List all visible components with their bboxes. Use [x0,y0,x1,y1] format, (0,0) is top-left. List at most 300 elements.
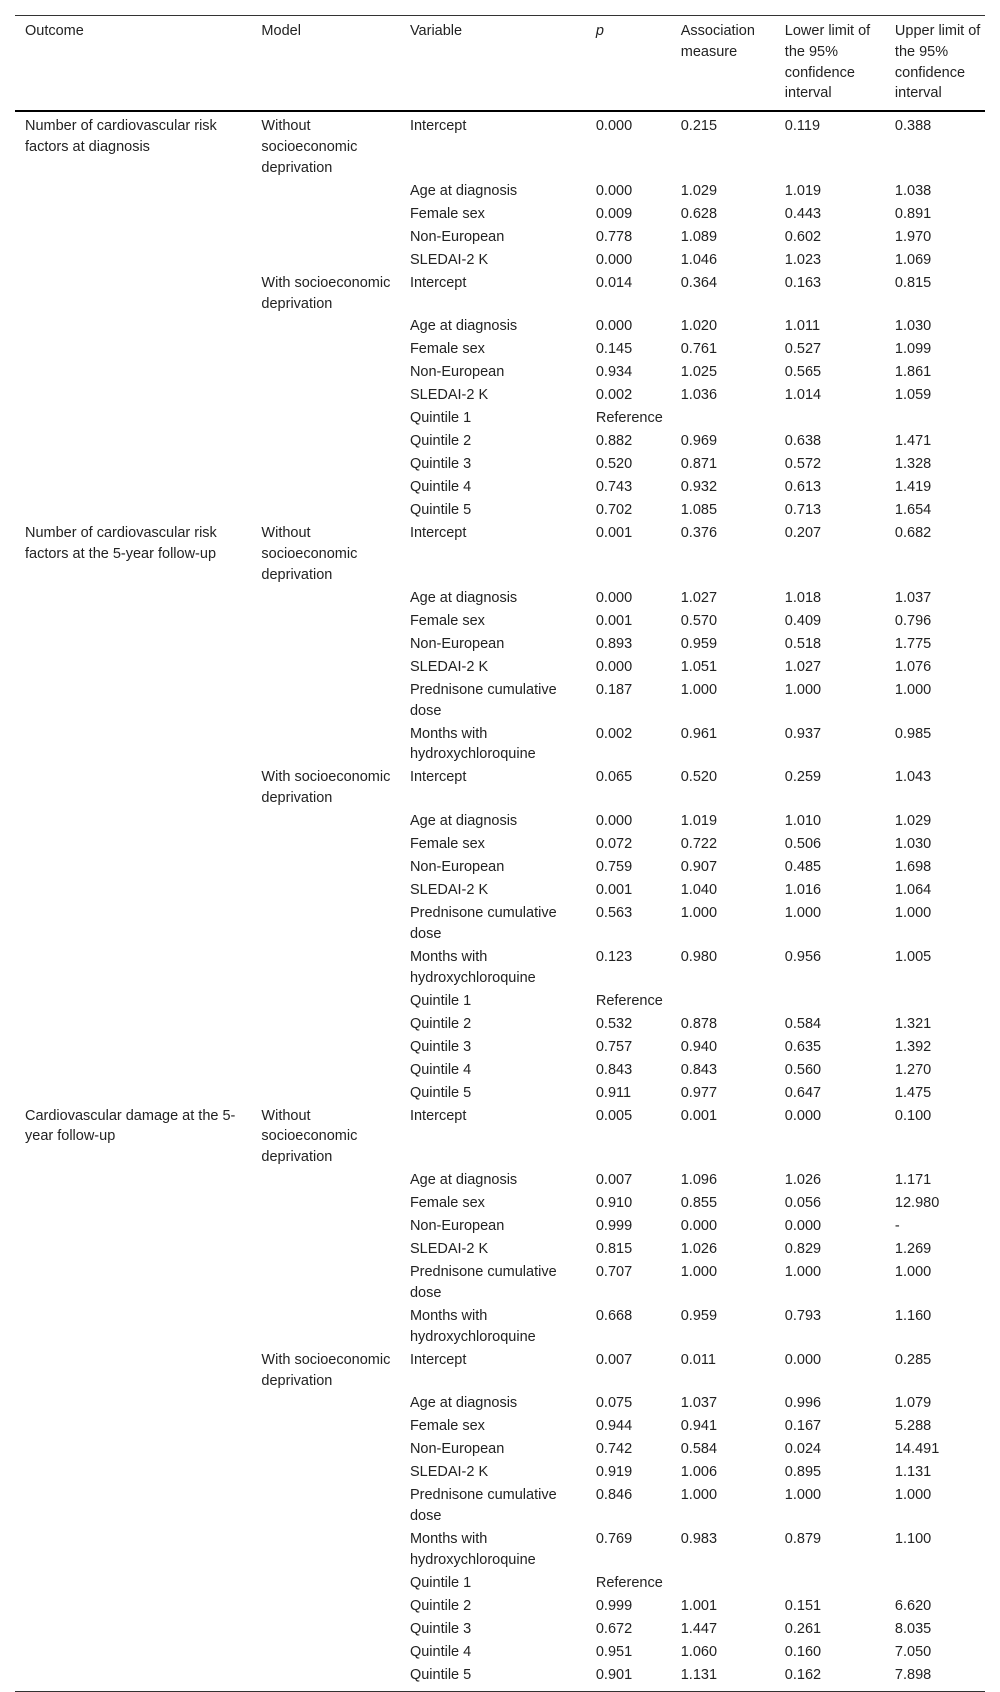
lower-ci-cell: 1.000 [784,681,822,698]
outcome-cell: Cardiovascular damage at the 5-year follow-up [25,1107,236,1145]
association-cell: 0.628 [680,205,718,222]
model-cell [251,1215,400,1238]
table-row [15,1664,985,1691]
p-value-cell: 0.951 [595,1643,633,1660]
variable-cell: Female sex [409,1418,485,1435]
upper-ci-cell: 0.682 [894,525,932,542]
variable-cell: Quintile 3 [409,1620,472,1637]
lower-ci-cell: 0.613 [784,479,822,496]
table-row [15,946,985,990]
outcome-cell [15,249,251,272]
p-value-cell: 0.999 [595,1597,633,1614]
variable-cell: Quintile 5 [400,1664,586,1691]
association-cell: 1.025 [680,364,718,381]
outcome-cell [15,1261,251,1305]
variable-cell: Quintile 1 [409,1574,472,1591]
association-cell: 0.932 [680,479,718,496]
table-row [15,453,985,476]
table-row [15,1618,985,1641]
table-row [15,1641,985,1664]
outcome-cell: Number of cardiovascular risk factors at the 5-year follow-up [25,525,217,563]
p-value-cell: 0.520 [595,456,633,473]
model-cell [251,1082,400,1105]
p-value-cell: 0.007 [595,1351,633,1368]
p-value-cell: 0.000 [595,251,633,268]
association-cell: 0.855 [680,1195,718,1212]
association-cell: 0.722 [680,836,718,853]
association-cell: 0.940 [680,1038,718,1055]
lower-ci-cell: 0.443 [784,205,822,222]
variable-cell: SLEDAI-2 K [409,882,489,899]
variable-cell: Age at diagnosis [409,318,518,335]
upper-ci-cell: 12.980 [894,1195,940,1212]
upper-ci-cell: 1.471 [894,433,932,450]
association-cell: 1.051 [680,658,718,675]
upper-ci-cell: 8.035 [894,1620,932,1637]
table-row [15,499,985,522]
outcome-cell [15,1595,251,1618]
upper-ci-cell: 1.000 [894,681,932,698]
table-row [15,1484,985,1528]
outcome-cell [15,1238,251,1261]
model-cell [251,430,400,453]
association-cell: 1.036 [680,387,718,404]
lower-ci-cell: 0.518 [784,635,822,652]
model-cell [251,946,400,990]
outcome-cell [15,226,251,249]
p-value-cell: 0.901 [586,1664,671,1691]
outcome-cell [15,1059,251,1082]
model-cell: With socioeconomic deprivation [261,274,391,312]
model-cell [251,1641,400,1664]
variable-cell: Prednisone cumulative dose [409,905,557,942]
upper-ci-cell: 7.898 [885,1664,985,1691]
outcome-cell [15,902,251,946]
variable-cell: SLEDAI-2 K [409,1241,489,1258]
lower-ci-cell: 0.602 [784,228,822,245]
outcome-cell [15,1461,251,1484]
outcome-cell [15,810,251,833]
lower-ci-cell: 0.560 [784,1061,822,1078]
lower-ci-cell: 1.010 [784,813,822,830]
variable-cell: Quintile 2 [409,1597,472,1614]
p-value-cell: 0.007 [595,1172,633,1189]
table-row [15,723,985,767]
outcome-cell [15,430,251,453]
variable-cell: Intercept [409,525,467,542]
p-value-cell: 0.742 [595,1441,633,1458]
upper-ci-cell: 14.491 [894,1441,940,1458]
association-cell: 1.019 [680,813,718,830]
variable-cell: Intercept [409,118,467,135]
upper-ci-cell: 1.270 [894,1061,932,1078]
variable-cell: Intercept [409,1351,467,1368]
lower-ci-cell: 0.895 [784,1464,822,1481]
lower-ci-cell: 0.996 [784,1395,822,1412]
lower-ci-cell: 0.160 [784,1643,822,1660]
upper-ci-cell: 1.698 [894,859,932,876]
association-cell: 0.959 [680,1307,718,1324]
model-cell [251,633,400,656]
table-row [15,430,985,453]
model-cell [251,879,400,902]
lower-ci-cell: 0.647 [784,1084,822,1101]
model-cell [251,203,400,226]
upper-ci-cell: 1.160 [894,1307,932,1324]
variable-cell: Non-European [409,859,505,876]
variable-cell: Quintile 3 [409,456,472,473]
table-row [15,203,985,226]
table-row [15,180,985,203]
model-cell [251,1392,400,1415]
association-cell: 1.027 [680,589,718,606]
table-row [15,1215,985,1238]
upper-ci-cell: 1.043 [894,769,932,786]
table-row [15,1059,985,1082]
outcome-cell [15,1082,251,1105]
upper-ci-cell: 7.050 [894,1643,932,1660]
variable-cell: Quintile 5 [409,502,472,519]
p-value-cell: 0.001 [595,525,633,542]
association-cell [671,1572,775,1595]
association-cell: 1.046 [680,251,718,268]
table-row [15,856,985,879]
table-row [15,249,985,272]
p-value-cell: 0.846 [595,1487,633,1504]
outcome-cell [15,1192,251,1215]
outcome-cell [15,1392,251,1415]
table-row [15,1415,985,1438]
model-cell: With socioeconomic deprivation [261,1351,391,1389]
outcome-cell [15,679,251,723]
lower-ci-cell: 0.638 [784,433,822,450]
model-cell [251,1013,400,1036]
variable-cell: Non-European [409,364,505,381]
variable-cell: Prednisone cumulative dose [409,681,557,719]
outcome-cell [15,833,251,856]
reference-label: Reference [595,410,663,427]
table-row [15,1595,985,1618]
upper-ci-cell: 1.269 [894,1241,932,1258]
lower-ci-cell: 0.056 [784,1195,822,1212]
table-body [15,111,985,1691]
upper-ci-cell: 0.891 [894,205,932,222]
upper-ci-cell: 0.796 [894,612,932,629]
lower-ci-cell: 1.014 [784,387,822,404]
model-cell [251,407,400,430]
association-cell: 0.941 [680,1418,718,1435]
lower-ci-cell: 0.635 [784,1038,822,1055]
model-cell [251,361,400,384]
lower-ci-cell: 0.527 [784,341,822,358]
lower-ci-cell: 0.485 [784,859,822,876]
model-cell: Without socioeconomic deprivation [261,118,358,176]
association-cell: 0.871 [680,456,718,473]
upper-ci-cell: 0.285 [894,1351,932,1368]
variable-cell: Quintile 1 [409,992,472,1009]
association-cell: 1.000 [680,681,718,698]
outcome-cell [15,610,251,633]
table-row [15,1238,985,1261]
model-cell [251,249,400,272]
lower-ci-cell: 1.000 [784,905,822,922]
model-cell [251,1305,400,1349]
lower-ci-cell: 0.000 [784,1218,822,1235]
outcome-cell [15,1305,251,1349]
header-outcome: Outcome [15,16,251,112]
upper-ci-cell: 1.079 [894,1395,932,1412]
variable-cell: Female sex [409,836,485,853]
model-cell [251,679,400,723]
upper-ci-cell: 6.620 [894,1597,932,1614]
p-value-cell: 0.882 [595,433,633,450]
lower-ci-cell: 0.162 [775,1664,885,1691]
lower-ci-cell: 1.011 [784,318,821,335]
header-model: Model [251,16,400,112]
table-row [15,111,985,180]
variable-cell: Age at diagnosis [409,182,518,199]
model-cell [251,453,400,476]
lower-ci-cell [775,990,885,1013]
variable-cell: Quintile 4 [409,479,472,496]
association-cell: 0.520 [680,769,718,786]
p-value-cell: 0.707 [595,1264,633,1281]
table-row [15,272,985,316]
model-cell [251,384,400,407]
association-cell: 1.037 [680,1395,718,1412]
outcome-cell [15,1572,251,1595]
model-cell [251,1169,400,1192]
upper-ci-cell: - [894,1218,900,1235]
table-row [15,315,985,338]
upper-ci-cell: 1.775 [894,635,932,652]
table-row [15,522,985,587]
table-row [15,766,985,810]
association-cell: 0.980 [680,948,718,965]
table-row [15,1528,985,1572]
outcome-cell [15,338,251,361]
model-cell [251,856,400,879]
upper-ci-cell: 1.419 [894,479,932,496]
outcome-cell [15,384,251,407]
header-row [15,16,985,112]
association-cell: 0.364 [680,274,718,291]
model-cell [251,1528,400,1572]
outcome-cell [15,1215,251,1238]
upper-ci-cell [885,990,985,1013]
variable-cell: Age at diagnosis [409,1172,518,1189]
association-cell: 0.001 [680,1107,718,1124]
outcome-cell [15,1349,251,1393]
p-value-cell: 0.944 [595,1418,633,1435]
table-row [15,1438,985,1461]
p-value-cell: 0.702 [595,502,633,519]
model-cell [251,990,400,1013]
variable-cell: Quintile 3 [409,1038,472,1055]
table-row [15,587,985,610]
upper-ci-cell: 1.076 [894,658,932,675]
outcome-cell [15,203,251,226]
table-row [15,1392,985,1415]
upper-ci-cell: 0.815 [894,274,932,291]
lower-ci-cell: 0.565 [784,364,822,381]
table-row [15,810,985,833]
model-cell: Without socioeconomic deprivation [261,525,358,583]
p-value-cell: 0.072 [595,836,633,853]
association-cell: 0.959 [680,635,718,652]
p-value-cell: 0.014 [595,274,633,291]
p-value-cell: 0.532 [595,1015,633,1032]
reference-label: Reference [595,992,663,1009]
association-cell: 0.376 [680,525,718,542]
upper-ci-cell: 1.029 [894,813,932,830]
header-association-measure: Association measure [671,16,775,112]
table-row [15,1192,985,1215]
association-cell: 0.977 [680,1084,718,1101]
lower-ci-cell: 1.019 [784,182,822,199]
upper-ci-cell: 1.000 [894,1487,932,1504]
upper-ci-cell [885,407,985,430]
association-cell: 1.085 [680,502,718,519]
upper-ci-cell: 0.388 [894,118,932,135]
association-cell [671,407,775,430]
association-cell: 1.040 [680,882,718,899]
association-cell: 1.020 [680,318,718,335]
table-row [15,633,985,656]
association-cell: 0.011 [680,1351,716,1368]
outcome-cell [15,856,251,879]
p-value-cell: 0.778 [595,228,633,245]
lower-ci-cell: 0.000 [784,1351,822,1368]
variable-cell: Intercept [409,769,467,786]
model-cell [251,833,400,856]
outcome-cell [15,766,251,810]
table-row [15,338,985,361]
variable-cell: Months with hydroxychloroquine [409,948,536,986]
p-value-cell: 0.757 [595,1038,633,1055]
table-row [15,1461,985,1484]
variable-cell: Non-European [409,635,505,652]
model-cell [251,226,400,249]
table-row [15,1036,985,1059]
p-value-cell: 0.145 [595,341,633,358]
upper-ci-cell: 1.654 [894,502,932,519]
outcome-cell [15,1664,251,1691]
variable-cell: Non-European [409,1441,505,1458]
model-cell: With socioeconomic deprivation [261,769,391,807]
lower-ci-cell: 0.000 [784,1107,822,1124]
table-row [15,361,985,384]
association-cell: 0.843 [680,1061,718,1078]
model-cell [251,1595,400,1618]
p-value-cell: 0.000 [595,658,633,675]
p-value-cell: 0.672 [595,1620,633,1637]
association-cell: 0.761 [680,341,718,358]
header-p-label: p [595,23,604,39]
model-cell [251,1664,400,1691]
header-lower-ci: Lower limit of the 95% confidence interval [775,16,885,112]
upper-ci-cell: 1.037 [894,589,932,606]
model-cell [251,499,400,522]
p-value-cell: 0.668 [595,1307,633,1324]
lower-ci-cell: 1.018 [784,589,822,606]
upper-ci-cell: 1.064 [894,882,932,899]
model-cell [251,902,400,946]
variable-cell: Quintile 2 [409,433,472,450]
association-cell: 1.000 [680,1264,718,1281]
upper-ci-cell: 1.000 [894,905,932,922]
table-row [15,1349,985,1393]
upper-ci-cell: 1.005 [894,948,932,965]
outcome-cell [15,879,251,902]
table-row [15,1105,985,1170]
lower-ci-cell: 1.016 [784,882,822,899]
variable-cell: Quintile 1 [409,410,472,427]
table-row [15,1013,985,1036]
lower-ci-cell: 0.506 [784,836,822,853]
model-cell [251,1572,400,1595]
outcome-cell: Number of cardiovascular risk factors at diagnosis [25,118,217,155]
association-cell: 1.089 [680,228,718,245]
lower-ci-cell: 0.151 [784,1597,822,1614]
table-row [15,902,985,946]
outcome-cell [15,946,251,990]
variable-cell: SLEDAI-2 K [409,387,489,404]
table-row [15,656,985,679]
variable-cell: Age at diagnosis [409,813,518,830]
upper-ci-cell: 1.392 [894,1038,932,1055]
outcome-cell [15,1013,251,1036]
p-value-cell: 0.911 [595,1084,632,1101]
upper-ci-cell: 1.861 [894,364,932,381]
variable-cell: Months with hydroxychloroquine [409,1307,536,1345]
model-cell [251,587,400,610]
model-cell [251,1192,400,1215]
upper-ci-cell: 1.059 [894,387,932,404]
upper-ci-cell: 1.475 [894,1084,932,1101]
upper-ci-cell: 5.288 [894,1418,932,1435]
outcome-cell [15,1036,251,1059]
table-row [15,679,985,723]
association-cell: 1.026 [680,1241,718,1258]
outcome-cell [15,1528,251,1572]
p-value-cell: 0.005 [595,1107,633,1124]
outcome-cell [15,1641,251,1664]
table-row [15,879,985,902]
p-value-cell: 0.001 [595,882,633,899]
association-cell: 0.983 [680,1531,718,1548]
model-cell [251,656,400,679]
outcome-cell [15,1484,251,1528]
results-table-container [15,15,985,1692]
p-value-cell: 0.919 [595,1464,633,1481]
association-cell: 0.878 [680,1015,718,1032]
p-value-cell: 0.000 [595,589,633,606]
variable-cell: Female sex [409,1195,485,1212]
model-cell [251,338,400,361]
model-cell [251,180,400,203]
upper-ci-cell: 1.321 [894,1015,932,1032]
lower-ci-cell: 0.207 [784,525,822,542]
model-cell [251,1261,400,1305]
lower-ci-cell: 0.793 [784,1307,822,1324]
table-header [15,16,985,112]
variable-cell: Non-European [409,228,505,245]
upper-ci-cell [885,1572,985,1595]
table-row [15,226,985,249]
p-value-cell: 0.000 [595,318,633,335]
outcome-cell [15,587,251,610]
